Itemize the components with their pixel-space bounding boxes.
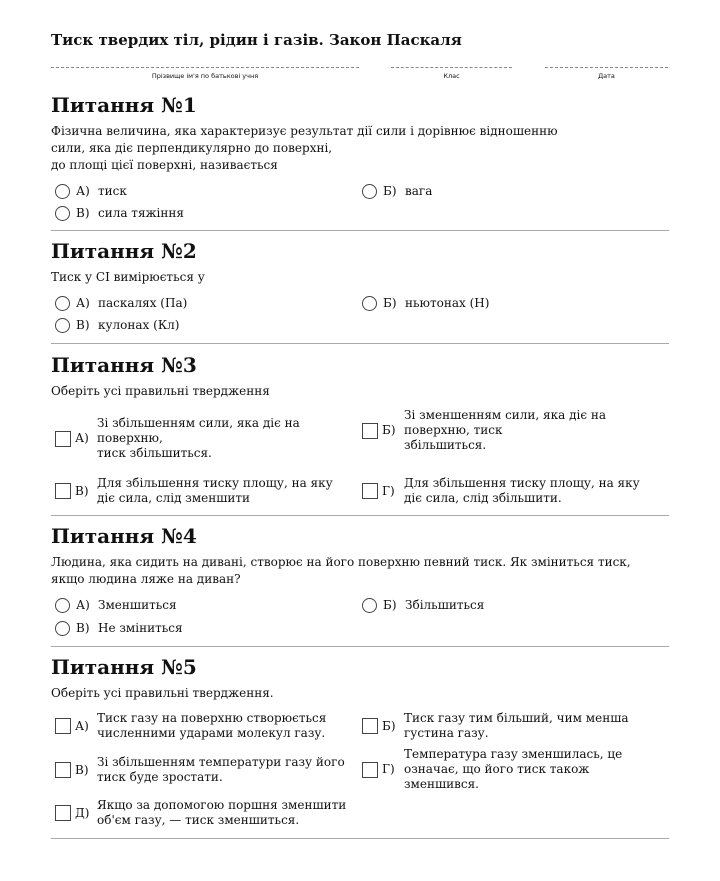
question-heading: Питання №3 xyxy=(51,353,197,377)
option-text: Температура газу зменшилась, це означає, що його тиск також зменшився. xyxy=(404,747,623,791)
question-heading: Питання №2 xyxy=(51,239,197,263)
radio-button[interactable] xyxy=(55,621,70,636)
option-letter: Д) xyxy=(75,805,90,820)
question-2 xyxy=(51,239,669,286)
option-v[interactable] xyxy=(55,206,184,221)
checkbox[interactable] xyxy=(362,423,378,439)
divider xyxy=(51,343,669,344)
option-a[interactable] xyxy=(55,416,300,461)
option-text: кулонах (Кл) xyxy=(98,318,180,332)
checkbox[interactable] xyxy=(55,805,71,821)
option-letter: В) xyxy=(75,762,89,777)
date-caption: Дата xyxy=(598,72,615,80)
option-g[interactable] xyxy=(362,747,622,792)
option-b[interactable] xyxy=(362,408,606,453)
option-text: Зменшиться xyxy=(98,598,177,612)
option-letter: А) xyxy=(76,296,90,310)
option-text: вага xyxy=(405,184,433,198)
class-field[interactable] xyxy=(391,67,512,68)
radio-button[interactable] xyxy=(362,598,377,613)
option-a[interactable] xyxy=(55,296,187,311)
option-g[interactable] xyxy=(362,476,640,506)
question-heading: Питання №1 xyxy=(51,93,197,117)
option-letter: В) xyxy=(75,483,89,498)
question-1 xyxy=(51,93,669,174)
checkbox[interactable] xyxy=(55,718,71,734)
option-letter: В) xyxy=(76,318,90,332)
option-text: Тиск газу на поверхню створюється численними ударами молекул газу. xyxy=(97,711,327,740)
option-letter: Г) xyxy=(382,762,395,776)
option-text: тиск xyxy=(98,184,127,198)
option-text: Для збільшення тиску площу, на яку діє сила, слід збільшити. xyxy=(404,476,640,505)
option-text: Не зміниться xyxy=(98,621,183,635)
radio-button[interactable] xyxy=(55,296,70,311)
radio-button[interactable] xyxy=(362,184,377,199)
question-heading: Питання №5 xyxy=(51,655,197,679)
radio-button[interactable] xyxy=(55,318,70,333)
question-text: Людина, яка сидить на дивані, створює на його поверхню певний тиск. Як зміниться тиск, якщо людина ляже на диван? xyxy=(51,555,631,586)
option-letter: Б) xyxy=(383,296,397,310)
option-text: Якщо за допомогою поршня зменшити об'єм газу, — тиск зменшиться. xyxy=(97,798,347,827)
option-text: Зі збільшенням сили, яка діє на поверхню, тиск збільшиться. xyxy=(97,416,300,460)
option-v[interactable] xyxy=(55,476,333,506)
option-letter: Г) xyxy=(382,483,395,498)
checkbox[interactable] xyxy=(362,762,378,778)
option-letter: Б) xyxy=(382,718,396,733)
option-a[interactable] xyxy=(55,598,177,613)
option-text: Тиск газу тим більший, чим менша густина газу. xyxy=(404,711,629,740)
option-b[interactable] xyxy=(362,598,484,613)
divider xyxy=(51,838,669,839)
option-text: паскалях (Па) xyxy=(98,296,188,310)
name-field[interactable] xyxy=(51,67,359,68)
option-letter: А) xyxy=(75,431,89,445)
option-letter: Б) xyxy=(382,423,396,437)
divider xyxy=(51,646,669,647)
option-text: сила тяжіння xyxy=(98,206,184,220)
option-letter: А) xyxy=(76,598,90,612)
option-letter: В) xyxy=(76,621,90,635)
option-text: Збільшиться xyxy=(405,598,485,612)
checkbox[interactable] xyxy=(362,483,378,499)
checkbox[interactable] xyxy=(55,483,71,499)
radio-button[interactable] xyxy=(55,598,70,613)
name-caption: Прізвище ім'я по батькові учня xyxy=(151,72,259,80)
option-b[interactable] xyxy=(362,184,432,199)
question-5 xyxy=(51,655,669,702)
question-text: Фізична величина, яка характеризує результат дії сили і дорівнює відношенню сили, яка діє перпендикулярно до поверхні, до площі цієї поверхні, називається xyxy=(51,124,558,172)
option-text: ньютонах (Н) xyxy=(405,296,490,310)
question-text: Оберіть усі правильні твердження. xyxy=(51,686,274,700)
page-title: Тиск твердих тіл, рідин і газів. Закон Паскаля xyxy=(51,31,462,49)
option-letter: А) xyxy=(75,718,89,733)
date-field[interactable] xyxy=(545,67,668,68)
option-letter: В) xyxy=(76,206,90,220)
checkbox[interactable] xyxy=(55,762,71,778)
option-b[interactable] xyxy=(362,296,489,311)
class-caption: Клас xyxy=(443,72,460,80)
divider xyxy=(51,515,669,516)
option-v[interactable] xyxy=(55,755,345,785)
radio-button[interactable] xyxy=(362,296,377,311)
option-text: Зі збільшенням температури газу його тиск буде зростати. xyxy=(97,755,345,784)
option-v[interactable] xyxy=(55,621,183,636)
radio-button[interactable] xyxy=(55,184,70,199)
question-3 xyxy=(51,353,669,400)
option-letter: А) xyxy=(76,184,90,198)
checkbox[interactable] xyxy=(362,718,378,734)
option-v[interactable] xyxy=(55,318,179,333)
option-text: Для збільшення тиску площу, на яку діє сила, слід зменшити xyxy=(97,476,333,505)
option-text: Зі зменшенням сили, яка діє на поверхню, тиск збільшиться. xyxy=(404,408,607,452)
option-d[interactable] xyxy=(55,798,346,828)
question-heading: Питання №4 xyxy=(51,524,197,548)
checkbox[interactable] xyxy=(55,431,71,447)
question-4 xyxy=(51,524,669,588)
option-letter: Б) xyxy=(383,598,397,612)
divider xyxy=(51,230,669,231)
option-a[interactable] xyxy=(55,711,326,741)
radio-button[interactable] xyxy=(55,206,70,221)
option-b[interactable] xyxy=(362,711,629,741)
option-a[interactable] xyxy=(55,184,127,199)
option-letter: Б) xyxy=(383,184,397,198)
question-text: Оберіть усі правильні твердження xyxy=(51,384,270,398)
question-text: Тиск у СІ вимірюється у xyxy=(51,270,205,284)
